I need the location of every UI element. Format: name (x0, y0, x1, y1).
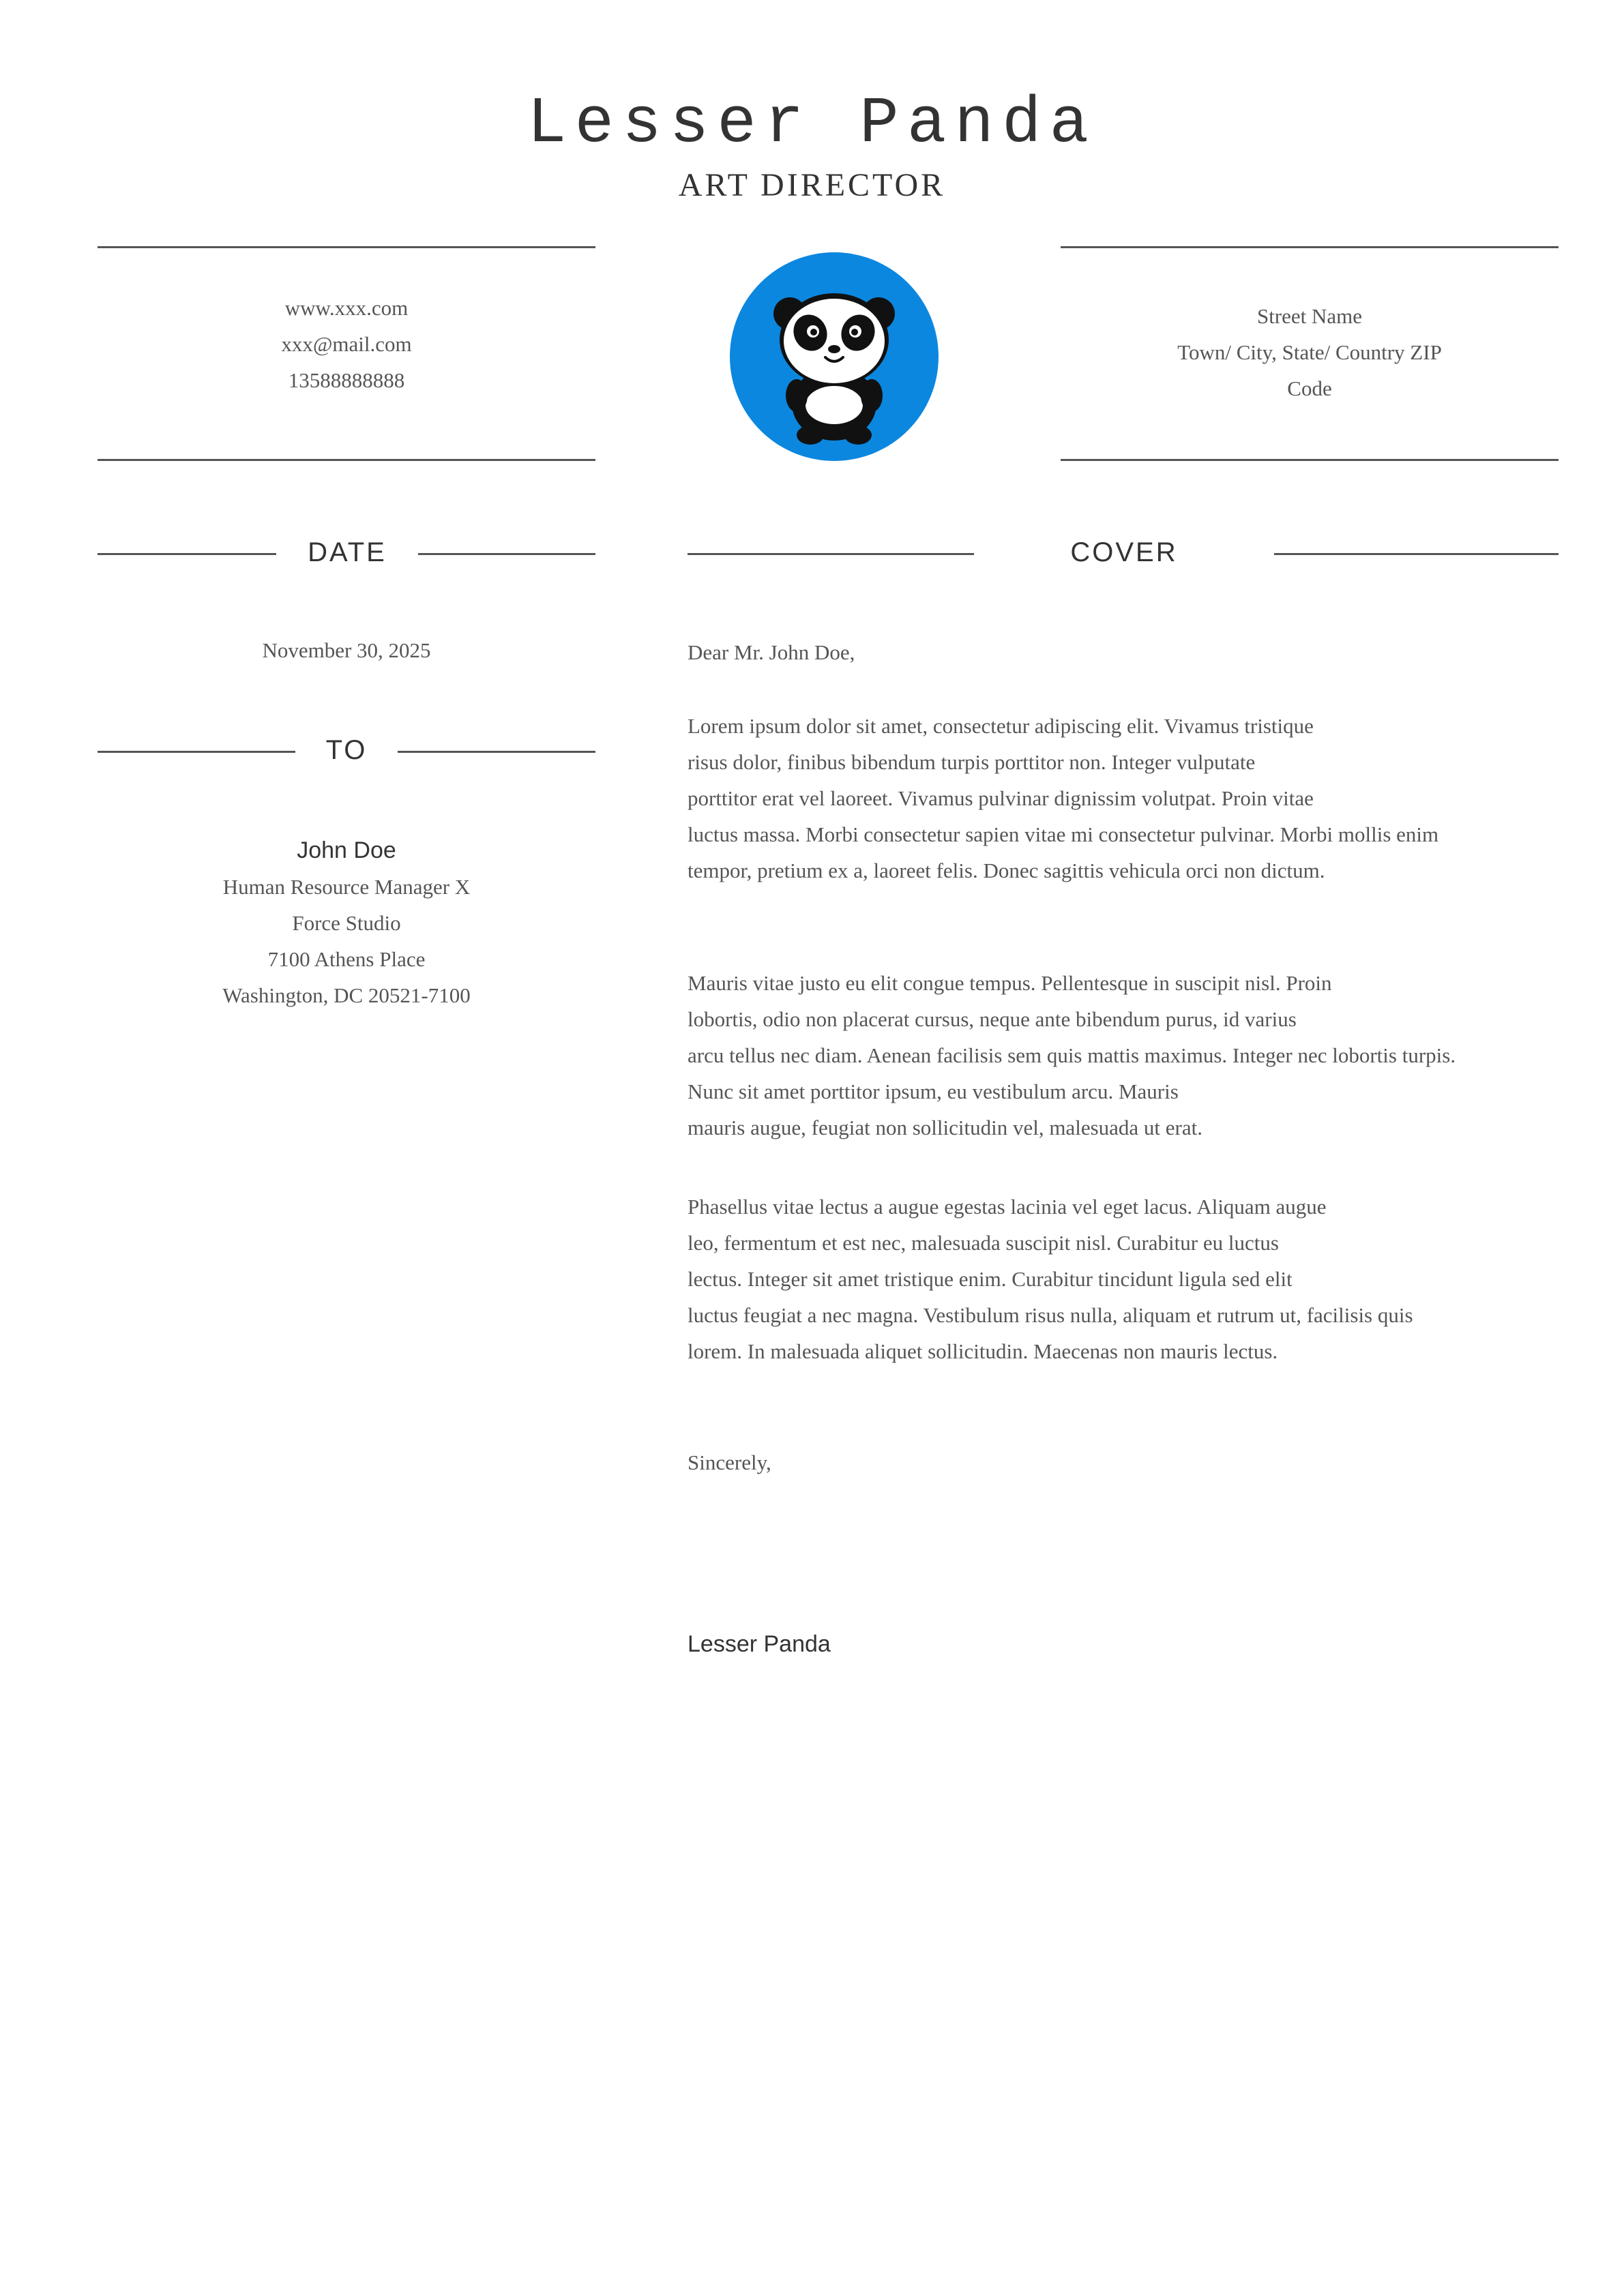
recipient-line: 7100 Athens Place (267, 947, 426, 971)
to-heading: TO (325, 735, 368, 765)
date-rule-left (98, 553, 276, 555)
address-line: Street Name (1256, 304, 1363, 328)
paragraph-line: tempor, pretium ex a, laoreet felis. Donec sagittis vehicula orci non dictum. (688, 859, 1325, 882)
paragraph-line: porttitor erat vel laoreet. Vivamus pulvinar dignissim volutpat. Proin vitae (688, 786, 1314, 810)
paragraph-line: lorem. In malesuada aliquet sollicitudin. Maecenas non mauris lectus. (688, 1339, 1278, 1363)
address-line: Town/ City, State/ Country ZIP (1177, 340, 1442, 364)
to-rule-right (398, 751, 595, 753)
recipient-line: Force Studio (292, 911, 401, 935)
divider-bottom-right (1061, 459, 1559, 461)
recipient-line: Washington, DC 20521-7100 (222, 983, 471, 1007)
paragraph-line: Lorem ipsum dolor sit amet, consectetur adipiscing elit. Vivamus tristique (688, 714, 1314, 738)
paragraph-line: Nunc sit amet porttitor ipsum, eu vestibulum arcu. Mauris (688, 1079, 1179, 1103)
recipient-block (98, 832, 595, 1013)
letter-salutation (688, 634, 1567, 670)
letter-closing (688, 1444, 1567, 1480)
letter-date: November 30, 2025 (262, 638, 431, 662)
divider-top-right (1061, 246, 1559, 248)
paragraph-line: mauris augue, feugiat non sollicitudin vel, malesuada ut erat. (688, 1116, 1202, 1139)
phone-text: 13588888888 (288, 368, 405, 392)
paragraph-line: Mauris vitae justo eu elit congue tempus. Pellentesque in suscipit nisl. Proin (688, 971, 1332, 995)
paragraph-line: lectus. Integer sit amet tristique enim. Curabitur tincidunt ligula sed elit (688, 1267, 1293, 1291)
salutation-text: Dear Mr. John Doe, (688, 640, 855, 664)
recipient-line: Human Resource Manager X (222, 875, 471, 899)
date-rule-right (418, 553, 595, 555)
paragraph-line: Phasellus vitae lectus a augue egestas lacinia vel eget lacus. Aliquam augue (688, 1195, 1327, 1219)
contact-info (98, 290, 595, 398)
address-info (1061, 298, 1559, 406)
cover-heading: COVER (1070, 537, 1178, 567)
paragraph-line: leo, fermentum et est nec, malesuada suscipit nisl. Curabitur eu luctus (688, 1231, 1279, 1255)
letter-paragraph (688, 708, 1567, 889)
paragraph-line: luctus feugiat a nec magna. Vestibulum risus nulla, aliquam et rutrum ut, facilisis quis (688, 1303, 1413, 1327)
divider-top-left (98, 246, 595, 248)
paragraph-line: risus dolor, finibus bibendum turpis porttitor non. Integer vulputate (688, 750, 1256, 774)
avatar (730, 252, 939, 461)
job-title: ART DIRECTOR (678, 167, 946, 203)
to-rule-left (98, 751, 295, 753)
closing-text: Sincerely, (688, 1450, 771, 1474)
paragraph-line: luctus massa. Morbi consectetur sapien vitae mi consectetur pulvinar. Morbi mollis enim (688, 822, 1439, 846)
paragraph-line: arcu tellus nec diam. Aenean facilisis sem quis mattis maximus. Integer nec lobortis turpis. (688, 1043, 1456, 1067)
letter-paragraph (688, 965, 1567, 1146)
website-text: www.xxx.com (284, 296, 409, 320)
divider-bottom-left (98, 459, 595, 461)
cover-rule-right (1274, 553, 1559, 555)
date-heading: DATE (308, 537, 387, 567)
panda-icon (730, 252, 939, 461)
applicant-name: Lesser Panda (527, 87, 1097, 161)
letter-paragraph (688, 1189, 1567, 1369)
cover-rule-left (688, 553, 974, 555)
recipient-name: John Doe (297, 837, 396, 863)
email-text: xxx@mail.com (281, 332, 412, 356)
address-line: Code (1287, 376, 1332, 400)
signature-name: Lesser Panda (688, 1631, 831, 1657)
paragraph-line: lobortis, odio non placerat cursus, neque ante bibendum purus, id varius (688, 1007, 1297, 1031)
